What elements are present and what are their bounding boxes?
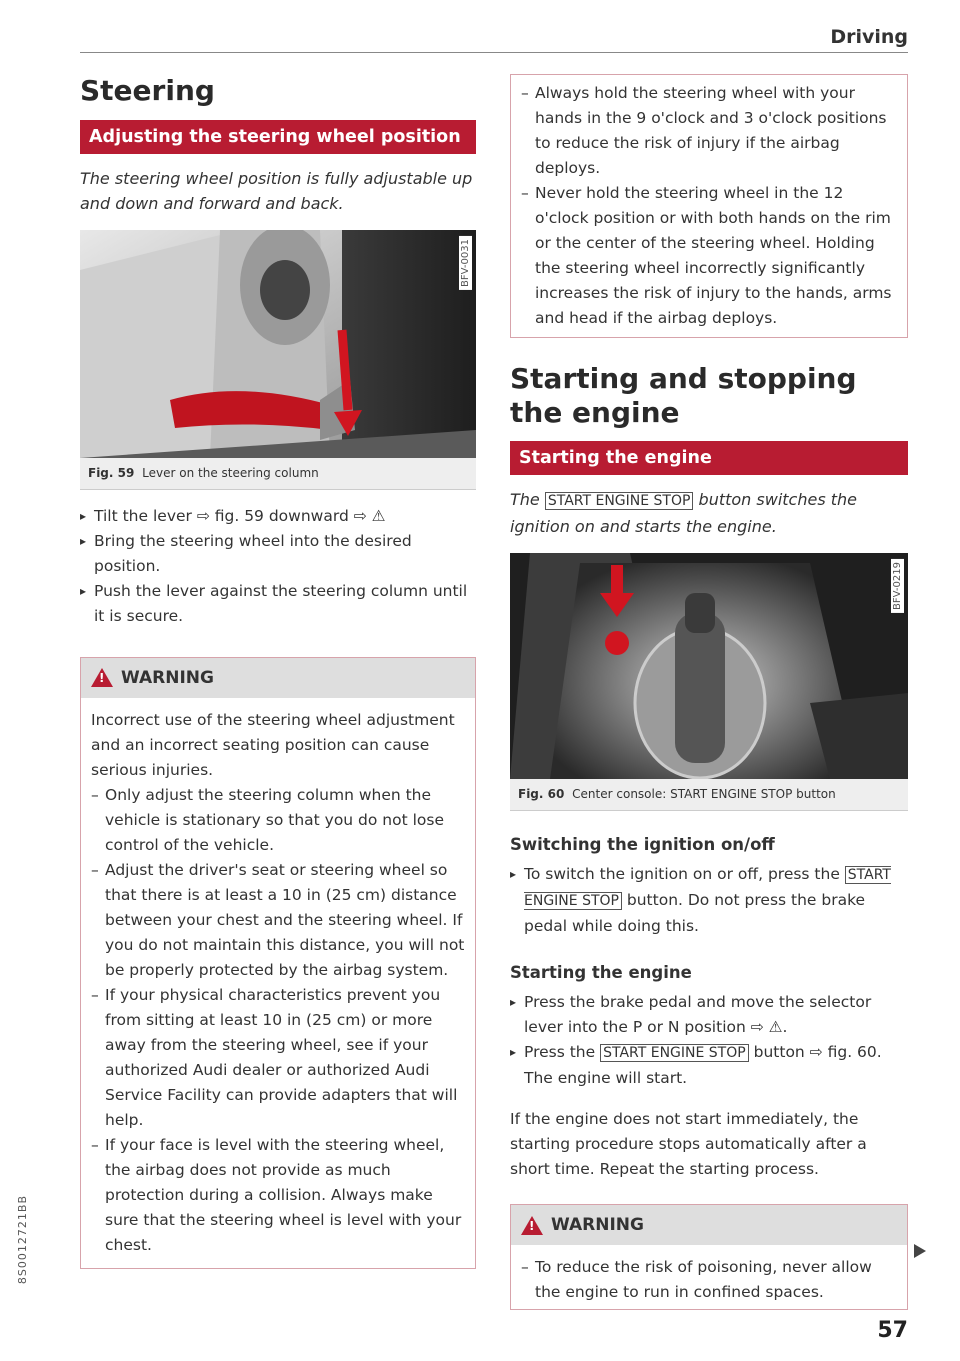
figure-id-label: BFV-0031 [459, 236, 472, 290]
list-item [510, 1040, 908, 1091]
step-list [80, 504, 476, 629]
figure-label: Fig. 59 [88, 465, 135, 480]
warning-box [510, 1204, 908, 1310]
start-steps [510, 990, 908, 1091]
document-code: 8S0012721BB [16, 1195, 29, 1285]
right-column [510, 74, 908, 1310]
start-engine-stop-label: START ENGINE STOP [545, 492, 694, 510]
warning-title: WARNING [121, 667, 214, 688]
section-title: Steering [80, 74, 215, 107]
page-number: 57 [877, 1318, 908, 1343]
start-step2-post: button ⇨ fig. 60. The engine will start. [524, 1043, 882, 1088]
header-rule [80, 52, 908, 53]
list-item: – Always hold the steering wheel with your hands in the 9 o'clock and 3 o'clock positions to reduce the risk of injury if the airbag deploys. [521, 81, 897, 181]
list-item: ▸ Tilt the lever ⇨ fig. 59 downward ⇨ ⚠ [80, 504, 476, 529]
steering-column-illustration [80, 230, 476, 458]
subsection-heading: Adjusting the steering wheel position [80, 120, 476, 154]
warning-header [511, 1205, 907, 1245]
warning-icon [521, 1216, 543, 1235]
intro-text [510, 487, 908, 539]
intro-post: button switches the ignition on and starts the engine. [510, 490, 857, 537]
list-item: ▸ Push the lever against the steering column until it is secure. [80, 579, 476, 629]
list-item: – If your physical characteristics prevent you from sitting at least 10 in (25 cm) or more away from the steering wheel, see if your authorized Audi dealer or authorized Audi Service Facility can provide adapters that will help. [91, 983, 465, 1133]
warning-continuation-box [510, 74, 908, 338]
warning-header [81, 658, 475, 698]
ignition-pre: To switch the ignition on or off, press the [524, 865, 845, 884]
start-engine-stop-label: START ENGINE STOP [600, 1044, 749, 1062]
center-console-illustration [510, 553, 908, 779]
figure-60 [510, 553, 908, 811]
body-paragraph: If the engine does not start immediately, the starting procedure stops automatically after a short time. Repeat the starting process. [510, 1110, 867, 1179]
section-title: Starting and stopping the engine [510, 362, 857, 429]
subsection-heading: Starting the engine [510, 441, 908, 475]
warning-title: WARNING [551, 1215, 644, 1236]
intro-text: The steering wheel position is fully adjustable up and down and forward and back. [80, 168, 473, 213]
warning-icon [91, 668, 113, 687]
list-item: – Never hold the steering wheel in the 12 o'clock position or with both hands on the rim or the center of the steering wheel. Holding the steering wheel incorrectly significantly increases the risk of injury to the hands, arms and head if the airbag deploys. [521, 181, 897, 331]
warning-body [511, 1245, 907, 1309]
start-engine-stop-label: START ENGINE STOP [524, 867, 891, 910]
left-column [80, 74, 476, 1269]
heading-ignition: Switching the ignition on/off [510, 835, 775, 855]
figure-caption [80, 458, 476, 489]
list-item: – Only adjust the steering column when the vehicle is stationary so that you do not lose control of the vehicle. [91, 783, 465, 858]
start-step2-pre: Press the [524, 1043, 601, 1062]
list-item: ▸ Bring the steering wheel into the desired position. [80, 529, 476, 579]
warning-list [521, 1255, 897, 1305]
figure-caption [510, 779, 908, 810]
center-console-photo [510, 553, 908, 779]
continue-arrow-icon [914, 1244, 926, 1258]
warning-list [521, 81, 897, 331]
list-item [510, 862, 908, 939]
warning-box [80, 657, 476, 1269]
figure-59 [80, 230, 476, 490]
steering-column-photo [80, 230, 476, 458]
list-item: – Adjust the driver's seat or steering wheel so that there is at least a 10 in (25 cm) distance between your chest and the steering wheel. If you do not maintain this distance, you will not be properly protected by the airbag system. [91, 858, 465, 983]
running-header: Driving [830, 26, 908, 48]
ignition-steps [510, 862, 908, 939]
list-item: – If your face is level with the steering wheel, the airbag does not provide as much protection during a collision. Always make sure that the steering wheel is level with your chest. [91, 1133, 465, 1258]
warning-body [81, 698, 475, 1268]
heading-starting: Starting the engine [510, 963, 692, 983]
figure-caption-text: Lever on the steering column [142, 465, 319, 480]
intro-pre: The [510, 490, 545, 510]
ignition-post: button. Do not press the brake pedal while doing this. [524, 891, 866, 936]
list-item: ▸ Press the brake pedal and move the selector lever into the P or N position ⇨ ⚠. [510, 990, 908, 1040]
warning-list [91, 783, 465, 1258]
figure-id-label: BFV-0219 [891, 559, 904, 613]
figure-label: Fig. 60 [518, 787, 565, 802]
list-item: – To reduce the risk of poisoning, never allow the engine to run in confined spaces. [521, 1255, 897, 1305]
figure-caption-text: Center console: START ENGINE STOP button [572, 787, 836, 802]
warning-intro: Incorrect use of the steering wheel adjustment and an incorrect seating position can cause serious injuries. [91, 710, 455, 779]
